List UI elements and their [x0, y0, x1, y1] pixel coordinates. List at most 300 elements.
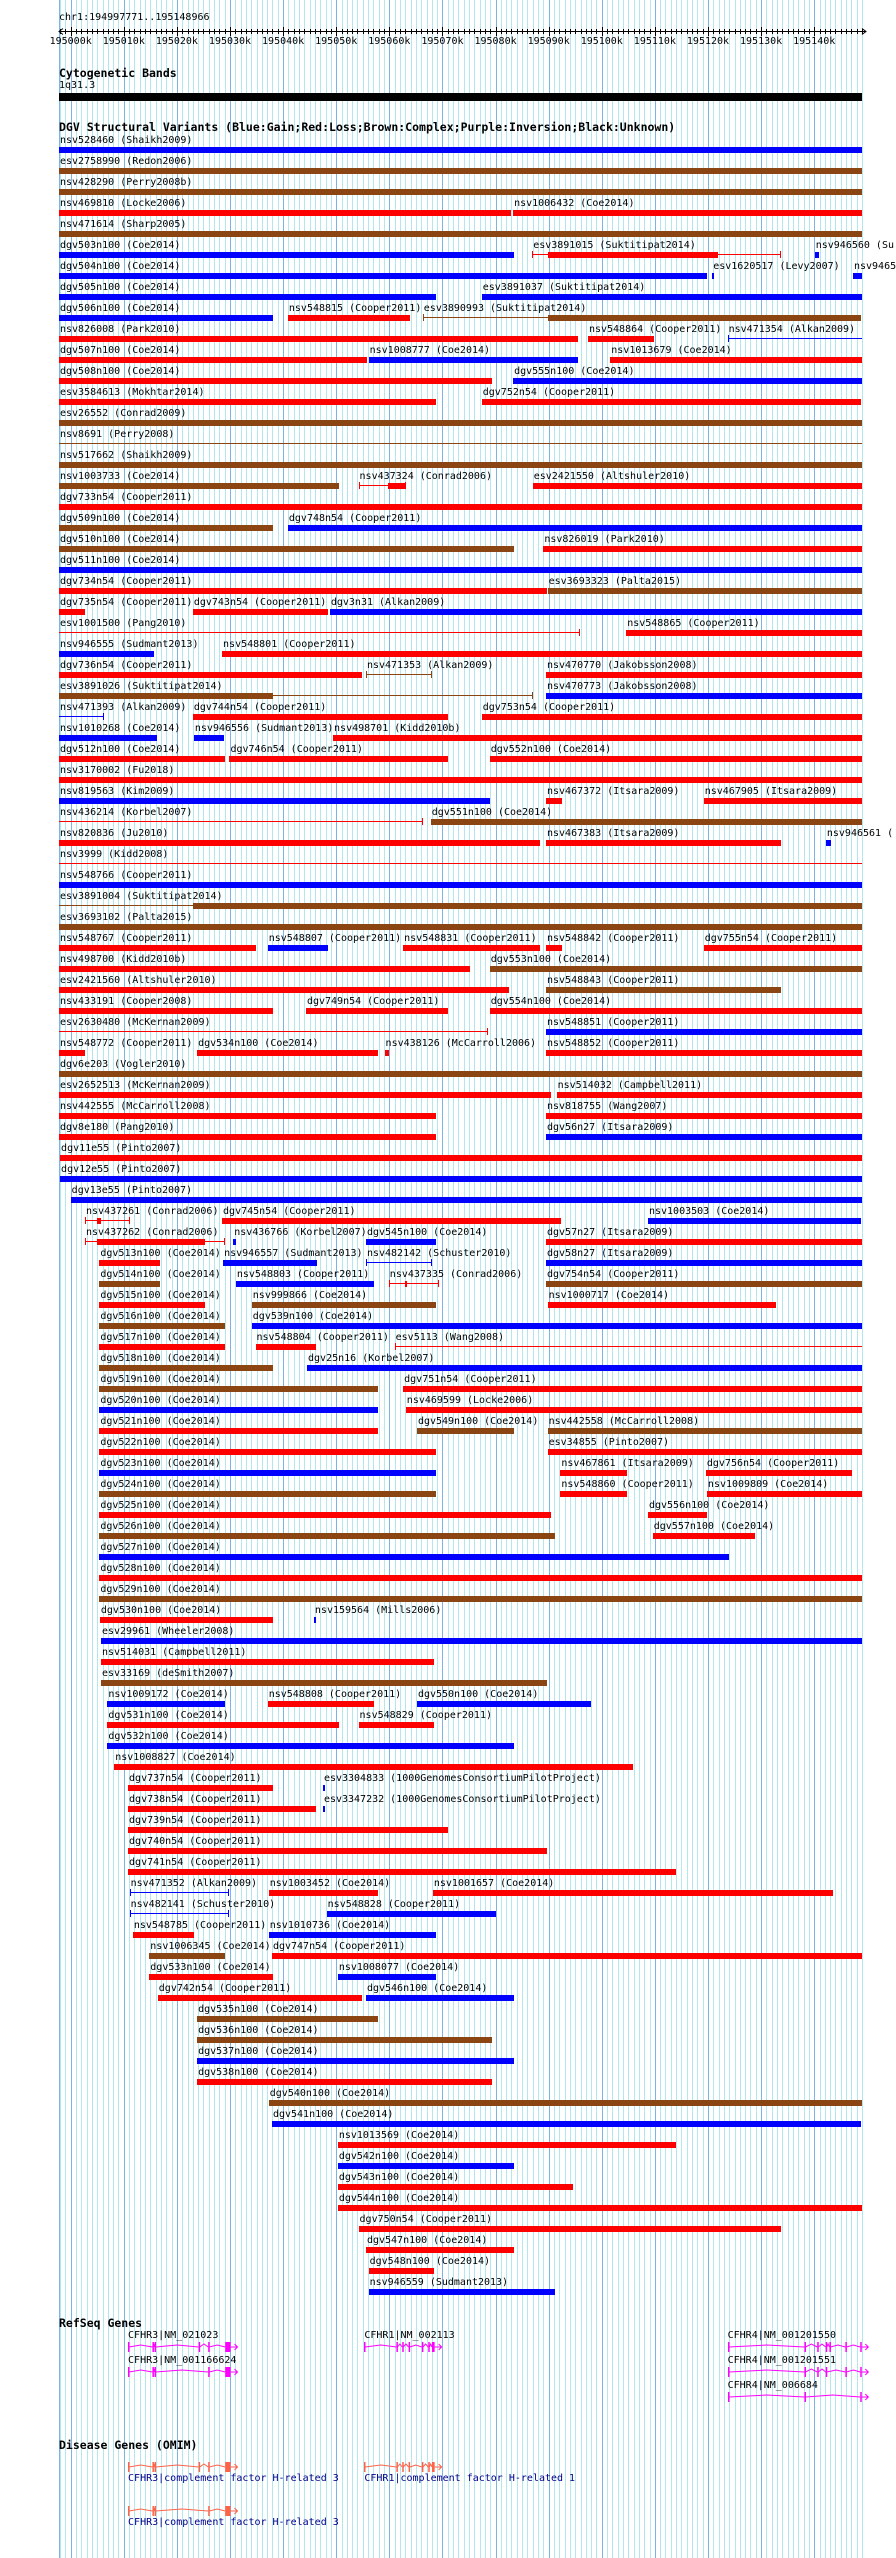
sv-feature-label[interactable]: dgv11e55 (Pinto2007) — [61, 1143, 182, 1154]
sv-feature-bar[interactable] — [59, 252, 514, 258]
sv-feature-label[interactable]: dgv520n100 (Coe2014) — [100, 1395, 221, 1406]
sv-feature-extent[interactable] — [389, 1283, 439, 1284]
sv-feature-label[interactable]: nsv548831 (Cooper2011) — [404, 933, 537, 944]
sv-feature-label[interactable]: nsv471393 (Alkan2009) — [60, 702, 187, 713]
sv-feature-label[interactable]: esv3693102 (Palta2015) — [60, 912, 193, 923]
sv-feature-label[interactable]: nsv1001657 (Coe2014) — [433, 1878, 555, 1889]
sv-feature-bar[interactable] — [197, 2037, 492, 2043]
sv-feature-extent[interactable] — [130, 1892, 230, 1893]
sv-feature-bar[interactable] — [99, 1554, 728, 1560]
sv-feature-label[interactable]: dgv736n54 (Cooper2011) — [60, 660, 193, 671]
sv-feature-bar[interactable] — [548, 1428, 862, 1434]
sv-feature-label[interactable]: nsv528460 (Shaikh2009) — [60, 135, 193, 146]
sv-feature-label[interactable]: dgv537n100 (Coe2014) — [198, 2046, 319, 2057]
sv-feature-label[interactable]: nsv1013569 (Coe2014) — [338, 2130, 460, 2141]
sv-feature-label[interactable]: nsv514031 (Campbell2011) — [101, 1647, 247, 1658]
sv-feature-bar[interactable] — [59, 1050, 85, 1056]
sv-feature-bar[interactable] — [307, 1365, 862, 1371]
sv-feature-bar[interactable] — [59, 189, 862, 195]
sv-feature-bar[interactable] — [406, 1407, 862, 1413]
sv-feature-bar[interactable] — [59, 798, 490, 804]
sv-feature-bar[interactable] — [269, 1932, 436, 1938]
sv-feature-bar[interactable] — [546, 798, 562, 804]
sv-feature-label[interactable]: nsv1008777 (Coe2014) — [369, 345, 491, 356]
sv-feature-label[interactable]: dgv744n54 (Cooper2011) — [193, 702, 327, 713]
sv-feature-label[interactable]: dgv748n54 (Cooper2011) — [288, 513, 422, 524]
sv-feature-bar[interactable] — [59, 1134, 436, 1140]
sv-feature-bar[interactable] — [128, 1869, 676, 1875]
gene-label[interactable]: CFHR3|NM_021023 — [128, 2330, 219, 2341]
sv-feature-label[interactable]: nsv467861 (Itsara2009) — [561, 1458, 694, 1469]
sv-feature-bar[interactable] — [490, 966, 862, 972]
sv-feature-bar[interactable] — [59, 336, 578, 342]
sv-feature-bar[interactable] — [236, 1281, 374, 1287]
gene-model[interactable] — [127, 2505, 241, 2517]
sv-feature-bar[interactable] — [59, 945, 256, 951]
sv-feature-bar[interactable] — [338, 1974, 436, 1980]
sv-feature-label[interactable]: nsv471352 (Alkan2009) — [130, 1878, 258, 1889]
sv-feature-bar[interactable] — [99, 1512, 550, 1518]
sv-feature-extent[interactable] — [59, 716, 104, 717]
sv-feature-label[interactable]: dgv524n100 (Coe2014) — [100, 1479, 221, 1490]
gene-label[interactable]: CFHR4|NM_006684 — [727, 2380, 818, 2391]
sv-feature-label[interactable]: dgv756n54 (Cooper2011) — [706, 1458, 840, 1469]
sv-feature-label[interactable]: dgv543n100 (Coe2014) — [338, 2172, 460, 2183]
sv-feature-bar[interactable] — [133, 1932, 194, 1938]
sv-feature-label[interactable]: esv3304833 (1000GenomesConsortiumPilotProject) — [323, 1773, 601, 1784]
sv-feature-label[interactable]: nsv946555 (Sudmant2013) — [60, 639, 199, 650]
sv-feature-label[interactable]: dgv57n27 (Itsara2009) — [547, 1227, 674, 1238]
sv-feature-label[interactable]: nsv946560 (Su — [815, 240, 894, 251]
sv-feature-label[interactable]: nsv428290 (Perry2008b) — [60, 177, 193, 188]
sv-feature-label[interactable]: dgv12e55 (Pinto2007) — [61, 1164, 182, 1175]
sv-feature-label[interactable]: nsv471354 (Alkan2009) — [728, 324, 856, 335]
sv-feature-label[interactable]: nsv8691 (Perry2008) — [60, 429, 175, 440]
sv-feature-label[interactable]: nsv3999 (Kidd2008) — [60, 849, 169, 860]
sv-feature-label[interactable]: dgv510n100 (Coe2014) — [60, 534, 181, 545]
sv-feature-extent[interactable] — [395, 1346, 862, 1347]
sv-feature-bar[interactable] — [560, 1470, 627, 1476]
sv-feature-bar[interactable] — [269, 1890, 378, 1896]
sv-feature-extent[interactable] — [85, 1220, 130, 1221]
sv-feature-bar[interactable] — [99, 1533, 555, 1539]
sv-feature-label[interactable]: dgv752n54 (Cooper2011) — [482, 387, 616, 398]
sv-feature-bar[interactable] — [815, 252, 819, 258]
sv-feature-bar[interactable] — [513, 378, 862, 384]
sv-feature-bar[interactable] — [272, 2121, 861, 2127]
sv-feature-label[interactable]: dgv556n100 (Coe2014) — [648, 1500, 770, 1511]
sv-feature-label[interactable]: dgv506n100 (Coe2014) — [60, 303, 181, 314]
sv-feature-bar[interactable] — [712, 273, 714, 279]
sv-feature-bar[interactable] — [59, 525, 273, 531]
sv-feature-bar[interactable] — [99, 1470, 436, 1476]
sv-feature-label[interactable]: dgv514n100 (Coe2014) — [100, 1269, 221, 1280]
sv-feature-bar[interactable] — [99, 1260, 160, 1266]
sv-feature-bar[interactable] — [128, 1827, 448, 1833]
sv-feature-label[interactable]: nsv826019 (Park2010) — [544, 534, 665, 545]
sv-feature-bar[interactable] — [59, 840, 540, 846]
sv-feature-label[interactable]: dgv525n100 (Coe2014) — [100, 1500, 221, 1511]
sv-feature-bar[interactable] — [128, 1806, 316, 1812]
sv-feature-label[interactable]: dgv529n100 (Coe2014) — [100, 1584, 221, 1595]
sv-feature-label[interactable]: esv2630480 (McKernan2009) — [60, 1017, 211, 1028]
sv-feature-label[interactable]: nsv159564 (Mills2006) — [314, 1605, 442, 1616]
sv-feature-label[interactable]: nsv818755 (Wang2007) — [547, 1101, 668, 1112]
sv-feature-label[interactable]: dgv551n100 (Coe2014) — [431, 807, 553, 818]
sv-feature-label[interactable]: nsv1003503 (Coe2014) — [648, 1206, 770, 1217]
sv-feature-bar[interactable] — [99, 1344, 224, 1350]
sv-feature-label[interactable]: dgv755n54 (Cooper2011) — [704, 933, 838, 944]
sv-feature-bar[interactable] — [610, 357, 862, 363]
sv-feature-bar[interactable] — [546, 840, 781, 846]
sv-feature-label[interactable]: nsv442558 (McCarroll2008) — [548, 1416, 700, 1427]
sv-feature-bar[interactable] — [59, 399, 436, 405]
sv-feature-label[interactable]: dgv511n100 (Coe2014) — [60, 555, 181, 566]
sv-feature-bar[interactable] — [546, 693, 862, 699]
sv-feature-label[interactable]: esv29961 (Wheeler2008) — [101, 1626, 235, 1637]
sv-feature-label[interactable]: dgv56n27 (Itsara2009) — [547, 1122, 674, 1133]
sv-feature-bar[interactable] — [327, 1911, 496, 1917]
sv-feature-bar[interactable] — [268, 1701, 374, 1707]
sv-feature-label[interactable]: nsv471614 (Sharp2005) — [60, 219, 187, 230]
sv-feature-bar[interactable] — [546, 1029, 862, 1035]
sv-feature-label[interactable]: nsv548843 (Cooper2011) — [547, 975, 680, 986]
gene-label[interactable]: CFHR3|complement factor H-related 3 — [128, 2473, 339, 2484]
sv-feature-bar[interactable] — [252, 1323, 862, 1329]
sv-feature-bar[interactable] — [648, 1512, 707, 1518]
sv-feature-bar[interactable] — [268, 945, 329, 951]
sv-feature-label[interactable]: dgv8e180 (Pang2010) — [60, 1122, 175, 1133]
sv-feature-label[interactable]: dgv516n100 (Coe2014) — [100, 1311, 221, 1322]
sv-feature-bar[interactable] — [197, 2016, 378, 2022]
sv-feature-label[interactable]: dgv550n100 (Coe2014) — [417, 1689, 539, 1700]
sv-feature-label[interactable]: dgv739n54 (Cooper2011) — [129, 1815, 262, 1826]
sv-feature-bar[interactable] — [99, 1365, 273, 1371]
sv-feature-bar[interactable] — [222, 1218, 561, 1224]
sv-feature-label[interactable]: dgv548n100 (Coe2014) — [369, 2256, 491, 2267]
sv-feature-label[interactable]: esv5113 (Wang2008) — [395, 1332, 505, 1343]
sv-feature-bar[interactable] — [59, 609, 85, 615]
sv-feature-bar[interactable] — [101, 1638, 862, 1644]
sv-feature-bar[interactable] — [59, 168, 862, 174]
sv-feature-label[interactable]: esv3890993 (Suktitipat2014) — [423, 303, 587, 314]
sv-feature-bar[interactable] — [60, 1155, 862, 1161]
sv-feature-bar[interactable] — [385, 1050, 389, 1056]
sv-feature-bar[interactable] — [626, 630, 862, 636]
sv-feature-bar[interactable] — [59, 1092, 551, 1098]
sv-feature-label[interactable]: dgv540n100 (Coe2014) — [269, 2088, 391, 2099]
sv-feature-label[interactable]: dgv541n100 (Coe2014) — [272, 2109, 394, 2120]
sv-feature-label[interactable]: nsv467372 (Itsara2009) — [547, 786, 680, 797]
sv-feature-label[interactable]: nsv548803 (Cooper2011) — [236, 1269, 370, 1280]
sv-feature-bar[interactable] — [59, 777, 862, 783]
sv-feature-bar[interactable] — [366, 1995, 514, 2001]
sv-feature-label[interactable]: dgv743n54 (Cooper2011) — [193, 597, 327, 608]
gene-label[interactable]: CFHR1|complement factor H-related 1 — [364, 2473, 576, 2484]
sv-feature-bar[interactable] — [546, 1050, 862, 1056]
sv-feature-bar[interactable] — [99, 1596, 862, 1602]
sv-feature-bar[interactable] — [59, 693, 273, 699]
sv-feature-label[interactable]: nsv438126 (McCarroll2006) — [385, 1038, 537, 1049]
sv-feature-bar[interactable] — [107, 1722, 339, 1728]
sv-feature-bar[interactable] — [229, 756, 447, 762]
sv-feature-label[interactable]: nsv548801 (Cooper2011) — [223, 639, 356, 650]
sv-feature-label[interactable]: nsv469599 (Locke2006) — [406, 1395, 534, 1406]
sv-feature-bar[interactable] — [403, 1386, 862, 1392]
sv-feature-label[interactable]: nsv548829 (Cooper2011) — [359, 1710, 492, 1721]
sv-feature-bar[interactable] — [97, 1239, 204, 1245]
sv-feature-label[interactable]: nsv1003452 (Coe2014) — [269, 1878, 391, 1889]
sv-feature-label[interactable]: esv33169 (deSmith2007) — [101, 1668, 235, 1679]
sv-feature-label[interactable]: dgv507n100 (Coe2014) — [60, 345, 181, 356]
sv-feature-label[interactable]: dgv526n100 (Coe2014) — [100, 1521, 221, 1532]
sv-feature-bar[interactable] — [548, 252, 718, 258]
cyto-band-bar[interactable] — [59, 93, 862, 101]
sv-feature-label[interactable]: nsv1013679 (Coe2014) — [611, 345, 732, 356]
sv-feature-bar[interactable] — [114, 1764, 632, 1770]
sv-feature-label[interactable]: nsv548864 (Cooper2011) — [588, 324, 722, 335]
sv-feature-bar[interactable] — [71, 1197, 862, 1203]
sv-feature-label[interactable]: dgv527n100 (Coe2014) — [100, 1542, 221, 1553]
sv-feature-bar[interactable] — [338, 2205, 862, 2211]
sv-feature-label[interactable]: esv3584613 (Mokhtar2014) — [60, 387, 205, 398]
sv-feature-label[interactable]: dgv518n100 (Coe2014) — [100, 1353, 221, 1364]
sv-feature-label[interactable]: dgv58n27 (Itsara2009) — [547, 1248, 674, 1259]
sv-feature-label[interactable]: dgv542n100 (Coe2014) — [338, 2151, 460, 2162]
sv-feature-label[interactable]: esv2652513 (McKernan2009) — [60, 1080, 211, 1091]
sv-feature-bar[interactable] — [222, 651, 862, 657]
sv-feature-bar[interactable] — [546, 987, 781, 993]
sv-feature-label[interactable]: nsv1006345 (Coe2014) — [150, 1941, 271, 1952]
sv-feature-label[interactable]: dgv750n54 (Cooper2011) — [359, 2214, 492, 2225]
sv-feature-label[interactable]: dgv735n54 (Cooper2011) — [60, 597, 193, 608]
sv-feature-label[interactable]: dgv528n100 (Coe2014) — [100, 1563, 221, 1574]
sv-feature-bar[interactable] — [158, 1995, 362, 2001]
sv-feature-label[interactable]: nsv548808 (Cooper2011) — [268, 1689, 402, 1700]
sv-feature-extent[interactable] — [59, 863, 862, 864]
sv-feature-label[interactable]: dgv554n100 (Coe2014) — [490, 996, 612, 1007]
sv-feature-label[interactable]: dgv535n100 (Coe2014) — [198, 2004, 319, 2015]
sv-feature-label[interactable]: dgv538n100 (Coe2014) — [198, 2067, 319, 2078]
sv-feature-label[interactable]: nsv437335 (Conrad2006) — [389, 1269, 523, 1280]
sv-feature-label[interactable]: nsv548842 (Cooper2011) — [547, 933, 680, 944]
sv-feature-extent[interactable] — [59, 1031, 488, 1032]
sv-feature-label[interactable]: dgv515n100 (Coe2014) — [100, 1290, 221, 1301]
sv-feature-bar[interactable] — [405, 1281, 407, 1287]
sv-feature-bar[interactable] — [97, 1218, 101, 1224]
sv-feature-bar[interactable] — [59, 756, 225, 762]
sv-feature-label[interactable]: dgv545n100 (Coe2014) — [366, 1227, 488, 1238]
sv-feature-label[interactable]: nsv999866 (Coe2014) — [252, 1290, 368, 1301]
sv-feature-label[interactable]: esv2758990 (Redon2006) — [60, 156, 193, 167]
sv-feature-bar[interactable] — [59, 735, 157, 741]
sv-feature-bar[interactable] — [59, 504, 862, 510]
sv-feature-label[interactable]: dgv733n54 (Cooper2011) — [60, 492, 193, 503]
sv-feature-bar[interactable] — [59, 567, 862, 573]
sv-feature-bar[interactable] — [59, 987, 509, 993]
sv-feature-bar[interactable] — [338, 2163, 514, 2169]
sv-feature-label[interactable]: nsv1009172 (Coe2014) — [108, 1689, 229, 1700]
sv-feature-bar[interactable] — [333, 735, 862, 741]
sv-feature-label[interactable]: dgv753n54 (Cooper2011) — [482, 702, 616, 713]
sv-feature-bar[interactable] — [288, 525, 862, 531]
sv-feature-bar[interactable] — [546, 1281, 862, 1287]
sv-feature-bar[interactable] — [59, 672, 362, 678]
sv-feature-label[interactable]: dgv513n100 (Coe2014) — [100, 1248, 221, 1259]
sv-feature-label[interactable]: nsv548785 (Cooper2011) — [133, 1920, 267, 1931]
sv-feature-bar[interactable] — [59, 1071, 862, 1077]
sv-feature-bar[interactable] — [369, 357, 578, 363]
sv-feature-label[interactable]: dgv534n100 (Coe2014) — [198, 1038, 319, 1049]
sv-feature-bar[interactable] — [269, 2100, 862, 2106]
sv-feature-label[interactable]: nsv442555 (McCarroll2008) — [60, 1101, 211, 1112]
sv-feature-bar[interactable] — [193, 714, 448, 720]
sv-feature-label[interactable]: nsv436214 (Korbel2007) — [60, 807, 193, 818]
sv-feature-label[interactable]: dgv741n54 (Cooper2011) — [129, 1857, 262, 1868]
sv-feature-label[interactable]: nsv469810 (Locke2006) — [60, 198, 187, 209]
sv-feature-label[interactable]: dgv519n100 (Coe2014) — [100, 1374, 221, 1385]
sv-feature-label[interactable]: nsv517662 (Shaikh2009) — [60, 450, 193, 461]
sv-feature-bar[interactable] — [548, 1302, 777, 1308]
sv-feature-label[interactable]: dgv552n100 (Coe2014) — [490, 744, 612, 755]
sv-feature-label[interactable]: nsv436766 (Korbel2007) — [234, 1227, 367, 1238]
sv-feature-bar[interactable] — [853, 273, 862, 279]
sv-feature-label[interactable]: dgv557n100 (Coe2014) — [653, 1521, 775, 1532]
gene-model[interactable] — [363, 2461, 446, 2473]
sv-feature-label[interactable]: nsv946557 (Sudmant2013) — [224, 1248, 363, 1259]
sv-feature-label[interactable]: nsv946556 (Sudmant2013) — [194, 723, 334, 734]
sv-feature-bar[interactable] — [223, 1260, 316, 1266]
sv-feature-bar[interactable] — [193, 903, 862, 909]
sv-feature-bar[interactable] — [149, 1953, 224, 1959]
sv-feature-label[interactable]: dgv522n100 (Coe2014) — [100, 1437, 221, 1448]
sv-feature-label[interactable]: dgv746n54 (Cooper2011) — [230, 744, 363, 755]
sv-feature-bar[interactable] — [338, 2184, 573, 2190]
sv-feature-bar[interactable] — [256, 1344, 317, 1350]
sv-feature-label[interactable]: dgv546n100 (Coe2014) — [366, 1983, 488, 1994]
sv-feature-label[interactable]: dgv532n100 (Coe2014) — [108, 1731, 229, 1742]
sv-feature-bar[interactable] — [388, 483, 406, 489]
gene-model[interactable] — [727, 2391, 872, 2403]
sv-feature-label[interactable]: nsv1010736 (Coe2014) — [269, 1920, 391, 1931]
sv-feature-bar[interactable] — [546, 1239, 862, 1245]
sv-feature-label[interactable]: dgv737n54 (Cooper2011) — [129, 1773, 262, 1784]
sv-feature-bar[interactable] — [99, 1323, 224, 1329]
sv-feature-bar[interactable] — [59, 147, 862, 153]
sv-feature-label[interactable]: dgv503n100 (Coe2014) — [60, 240, 181, 251]
sv-feature-label[interactable]: dgv13e55 (Pinto2007) — [71, 1185, 193, 1196]
sv-feature-bar[interactable] — [557, 1092, 862, 1098]
sv-feature-bar[interactable] — [59, 966, 470, 972]
sv-feature-bar[interactable] — [59, 273, 707, 279]
sv-feature-bar[interactable] — [482, 294, 862, 300]
sv-feature-label[interactable]: dgv734n54 (Cooper2011) — [60, 576, 193, 587]
sv-feature-bar[interactable] — [128, 1848, 547, 1854]
sv-feature-bar[interactable] — [59, 420, 862, 426]
sv-feature-label[interactable]: dgv6e203 (Vogler2010) — [60, 1059, 187, 1070]
sv-feature-label[interactable]: nsv820836 (Ju2010) — [60, 828, 169, 839]
sv-feature-bar[interactable] — [369, 2289, 555, 2295]
sv-feature-label[interactable]: nsv498700 (Kidd2010b) — [60, 954, 187, 965]
sv-feature-label[interactable]: dgv740n54 (Cooper2011) — [129, 1836, 262, 1847]
sv-feature-bar[interactable] — [543, 546, 862, 552]
sv-feature-label[interactable]: esv2421560 (Altshuler2010) — [60, 975, 217, 986]
sv-feature-label[interactable]: nsv3170002 (Fu2018) — [60, 765, 175, 776]
sv-feature-bar[interactable] — [482, 714, 862, 720]
sv-feature-bar[interactable] — [704, 945, 862, 951]
sv-feature-bar[interactable] — [60, 1176, 862, 1182]
sv-feature-bar[interactable] — [548, 315, 861, 321]
sv-feature-bar[interactable] — [99, 1428, 378, 1434]
sv-feature-label[interactable]: dgv549n100 (Coe2014) — [417, 1416, 539, 1427]
gene-model[interactable] — [727, 2341, 872, 2353]
sv-feature-label[interactable]: esv3891015 (Suktitipat2014) — [533, 240, 696, 251]
sv-feature-bar[interactable] — [366, 2247, 514, 2253]
sv-feature-label[interactable]: esv1001500 (Pang2010) — [60, 618, 187, 629]
sv-feature-label[interactable]: dgv512n100 (Coe2014) — [60, 744, 181, 755]
sv-feature-label[interactable]: dgv517n100 (Coe2014) — [100, 1332, 221, 1343]
sv-feature-label[interactable]: nsv1000717 (Coe2014) — [548, 1290, 670, 1301]
sv-feature-bar[interactable] — [59, 294, 436, 300]
sv-feature-label[interactable]: esv3347232 (1000GenomesConsortiumPilotProject) — [323, 1794, 601, 1805]
sv-feature-label[interactable]: nsv482142 (Schuster2010) — [366, 1248, 512, 1259]
sv-feature-bar[interactable] — [546, 1134, 862, 1140]
sv-feature-bar[interactable] — [648, 1218, 861, 1224]
sv-feature-bar[interactable] — [99, 1386, 378, 1392]
sv-feature-bar[interactable] — [403, 945, 540, 951]
sv-feature-bar[interactable] — [359, 1722, 434, 1728]
sv-feature-bar[interactable] — [101, 1659, 434, 1665]
sv-feature-bar[interactable] — [707, 1491, 862, 1497]
sv-feature-label[interactable]: dgv25n16 (Korbel2007) — [308, 1353, 435, 1364]
sv-feature-label[interactable]: esv26552 (Conrad2009) — [60, 408, 187, 419]
gene-model[interactable] — [363, 2341, 446, 2353]
sv-feature-label[interactable]: dgv521n100 (Coe2014) — [100, 1416, 221, 1427]
sv-feature-label[interactable]: dgv539n100 (Coe2014) — [252, 1311, 374, 1322]
sv-feature-label[interactable]: esv2421550 (Altshuler2010) — [533, 471, 691, 482]
sv-feature-bar[interactable] — [107, 1701, 224, 1707]
sv-feature-label[interactable]: nsv548807 (Cooper2011) — [268, 933, 402, 944]
sv-feature-bar[interactable] — [99, 1281, 160, 1287]
sv-feature-bar[interactable] — [826, 840, 831, 846]
sv-feature-bar[interactable] — [59, 882, 862, 888]
sv-feature-bar[interactable] — [197, 2058, 514, 2064]
sv-feature-bar[interactable] — [366, 1239, 436, 1245]
sv-feature-bar[interactable] — [59, 1113, 436, 1119]
sv-feature-bar[interactable] — [417, 1428, 514, 1434]
sv-feature-label[interactable]: nsv548772 (Cooper2011) — [60, 1038, 193, 1049]
sv-feature-label[interactable]: dgv747n54 (Cooper2011) — [272, 1941, 406, 1952]
sv-feature-label[interactable]: esv3891037 (Suktitipat2014) — [482, 282, 646, 293]
sv-feature-bar[interactable] — [59, 651, 154, 657]
sv-feature-bar[interactable] — [59, 210, 511, 216]
sv-feature-bar[interactable] — [59, 462, 862, 468]
sv-feature-label[interactable]: nsv548860 (Cooper2011) — [561, 1479, 694, 1490]
sv-feature-label[interactable]: esv1620517 (Levy2007) — [713, 261, 840, 272]
sv-feature-bar[interactable] — [99, 1407, 378, 1413]
gene-label[interactable]: CFHR4|NM_001201551 — [727, 2355, 836, 2366]
gene-model[interactable] — [127, 2461, 241, 2473]
sv-feature-bar[interactable] — [272, 1953, 862, 1959]
sv-feature-extent[interactable] — [130, 1913, 230, 1914]
sv-feature-label[interactable]: esv34855 (Pinto2007) — [548, 1437, 670, 1448]
sv-feature-label[interactable]: nsv433191 (Cooper2008) — [60, 996, 193, 1007]
sv-feature-bar[interactable] — [194, 735, 224, 741]
sv-feature-bar[interactable] — [59, 315, 273, 321]
sv-feature-bar[interactable] — [369, 2268, 434, 2274]
sv-feature-label[interactable]: esv3891004 (Suktitipat2014) — [60, 891, 223, 902]
sv-feature-bar[interactable] — [490, 756, 862, 762]
